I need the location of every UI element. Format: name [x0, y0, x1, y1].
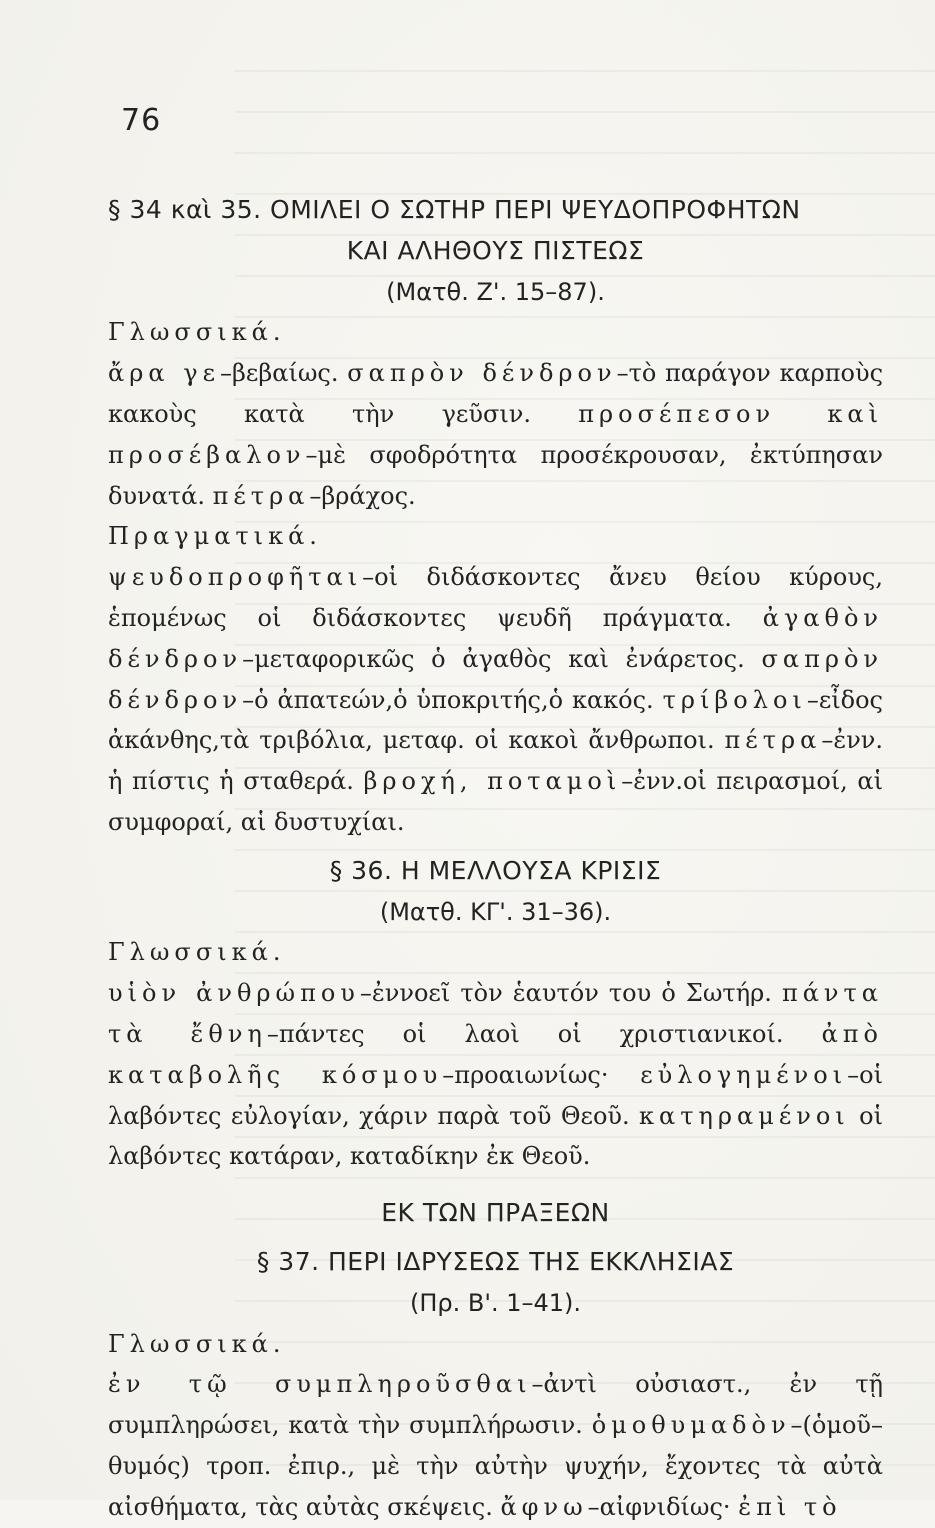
term: πάντα τὰ ἔθνη: [108, 979, 883, 1048]
term: βροχή, ποταμοὶ: [363, 767, 622, 796]
definition: –μεταφορικῶς ὁ ἀγαθὸς καὶ ἐνάρετος.: [242, 644, 762, 673]
section-title: § 36. Η ΜΕΛΛΟΥΣΑ ΚΡΙΣΙΣ: [329, 855, 662, 885]
section-title-line2: ΚΑΙ ΑΛΗΘΟΥΣ ΠΙΣΤΕΩΣ: [346, 235, 645, 265]
term: εὐλογημένοι: [640, 1060, 848, 1089]
term: ὁμοθυμαδὸν: [591, 1411, 791, 1440]
term: πέτρα: [724, 726, 822, 755]
definition: –βεβαίως.: [220, 359, 348, 388]
term: ἀγαθὸν δένδρον: [108, 603, 883, 673]
section-title-line1: § 34 καὶ 35. ΟΜΙΛΕΙ Ο ΣΩΤΗΡ ΠΕΡΙ ΨΕΥΔΟΠΡΟΦΗΤΩΝ: [108, 195, 801, 224]
scripture-reference: (Ματθ. Ζ'. 15–87).: [386, 277, 605, 306]
term: πέτρα: [212, 481, 310, 510]
glossika-label: Γλωσσικά.: [108, 1329, 286, 1358]
definition: –τὸ παράγον καρποὺς κακοὺς κατὰ τὴν γεῦσιν.: [108, 359, 884, 428]
definition: –ἐννοεῖ τὸν ἑαυτόν του ὁ Σωτήρ.: [359, 979, 782, 1008]
term: ἐπὶ τὸ: [738, 1492, 842, 1521]
page-content: [108, 190, 883, 1528]
pragmatika-label: Πραγματικά.: [108, 522, 322, 551]
section-37: [108, 1242, 883, 1528]
definition: –μὲ σφοδρότητα προσέκρουσαν, ἐκτύπησαν δυνατά.: [108, 440, 883, 510]
term: ἀπὸ καταβολῆς κόσμου: [108, 1019, 883, 1089]
definition: –ἐνν. ἡ πίστις ἡ σταθερά.: [108, 726, 883, 796]
section-34-35: [108, 190, 883, 843]
definition: –εἶδος ἀκάνθης,τὰ τριβόλια, μεταφ. οἱ κακοὶ ἄνθρωποι.: [108, 685, 883, 755]
part-heading: ΕΚ ΤΩΝ ΠΡΑΞΕΩΝ: [381, 1198, 610, 1228]
scripture-reference: (Πρ. Β'. 1–41).: [409, 1288, 582, 1317]
definition: –αἰφνιδίως·: [587, 1492, 739, 1521]
term: ἄρα γε: [108, 359, 221, 388]
term: σαπρὸν δένδρον: [108, 644, 883, 714]
definition: –ὁ ἀπατεών,ὁ ὑποκριτής,ὁ κακός.: [242, 685, 663, 714]
definition: –οἱ διδάσκοντες ἄνευ θείου κύρους, ἑπομένως οἱ διδάσκοντες ψευδῆ πράγματα.: [108, 563, 883, 632]
term: ἄφνω: [500, 1492, 588, 1521]
term: τρίβολοι: [662, 685, 807, 714]
section-36: [108, 851, 883, 1177]
glossika-paragraph: [108, 1364, 883, 1527]
term: προσέπεσον καὶ προσέβαλον: [108, 399, 883, 469]
glossika-paragraph: [108, 353, 883, 516]
definition: –προαιωνίως·: [442, 1060, 641, 1089]
term: κατηραμένοι: [639, 1101, 850, 1130]
scripture-reference: (Ματθ. ΚΓ'. 31–36).: [379, 897, 612, 926]
definition: –(ὁμοῦ–θυμός) τροπ. ἐπιρ., μὲ τὴν αὐτὴν ψυχήν, ἔχοντες τὰ αὐτὰ αἰσθήματα, τὰς αὐτὰς σκέψεις.: [108, 1411, 883, 1521]
term: ψευδοπροφῆται: [108, 563, 363, 592]
definition: –ἐνν.οἱ πειρασμοί, αἱ συμφοραί, αἱ δυστυχίαι.: [108, 767, 884, 836]
definition: –οἱ λαβόντες εὐλογίαν, χάριν παρὰ τοῦ Θεοῦ.: [108, 1060, 883, 1130]
definition: –ἀντὶ οὐσιαστ., ἐν τῇ συμπληρώσει, κατὰ τὴν συμπλήρωσιν.: [108, 1370, 883, 1440]
glossika-label: Γλωσσικά.: [108, 938, 286, 967]
glossika-paragraph: [108, 973, 883, 1177]
pragmatika-paragraph: [108, 557, 883, 843]
definition: –πάντες οἱ λαοὶ οἱ χριστιανικοί.: [266, 1019, 822, 1048]
section-title: § 37. ΠΕΡΙ ΙΔΡΥΣΕΩΣ ΤΗΣ ΕΚΚΛΗΣΙΑΣ: [256, 1246, 735, 1276]
definition: οἱ λαβόντες κατάραν, καταδίκην ἐκ Θεοῦ.: [108, 1101, 883, 1171]
definition: –βράχος.: [309, 481, 416, 510]
term: ἐν τῷ συμπληροῦσθαι: [108, 1370, 532, 1399]
term: υἱὸν ἀνθρώπου: [108, 979, 360, 1008]
page-number: 76: [121, 103, 162, 138]
glossika-label: Γλωσσικά.: [108, 318, 286, 347]
term: σαπρὸν δένδρον: [347, 359, 617, 388]
